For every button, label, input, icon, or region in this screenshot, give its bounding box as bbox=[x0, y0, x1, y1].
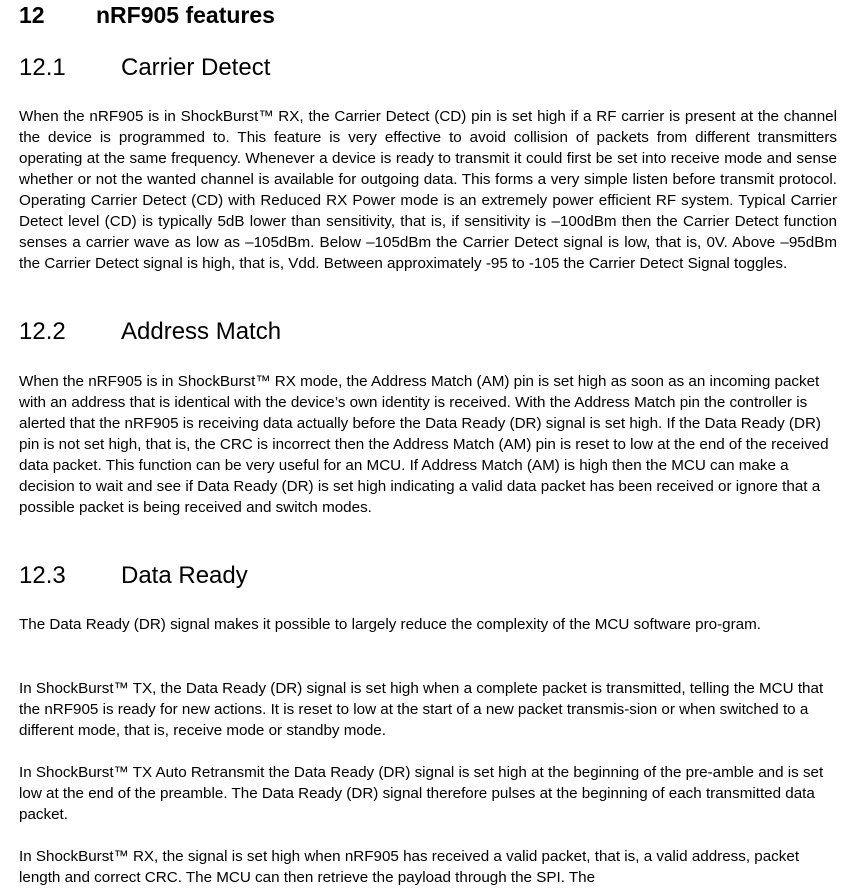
paragraph-data-ready-intro: The Data Ready (DR) signal makes it possible to largely reduce the complexity of the MCU software pro-gram. bbox=[19, 616, 761, 633]
chapter-heading bbox=[19, 1, 275, 29]
chapter-title: nRF905 features bbox=[96, 2, 275, 28]
section-title: Address Match bbox=[121, 318, 282, 345]
section-number: 12.1 bbox=[19, 54, 66, 81]
section-number: 12.3 bbox=[19, 562, 66, 589]
section-heading-address-match bbox=[19, 318, 281, 346]
paragraph-carrier-detect: When the nRF905 is in ShockBurst™ RX, the Carrier Detect (CD) pin is set high if a RF carrier is present at the channel the device is programmed to. This feature is very effective to avoid collision of packets from different transmitters operating at the same frequency. Whenever a device is ready to transmit it could first be set into receive mode and sense whether or not the wanted channel is available for outgoing data. This forms a very simple listen before transmit protocol. Operating Carrier Detect (CD) with Reduced RX Power mode is an extremely power efficient RF system. Typical Carrier Detect level (CD) is typically 5dB lower than sensitivity, that is, if sensitivity is –100dBm then the Carrier Detect function senses a carrier wave as low as –105dBm. Below –105dBm the Carrier Detect signal is low, that is, 0V. Above –95dBm the Carrier Detect signal is high, that is, Vdd. Between approximately -95 to -105 the Carrier Detect Signal toggles. bbox=[19, 108, 837, 272]
section-title: Data Ready bbox=[121, 562, 248, 589]
section-title: Carrier Detect bbox=[121, 54, 271, 81]
section-number: 12.2 bbox=[19, 318, 66, 345]
paragraph-data-ready-auto-retransmit: In ShockBurst™ TX Auto Retransmit the Data Ready (DR) signal is set high at the beginning of the pre-amble and is set low at the end of the preamble. The Data Ready (DR) signal therefore pulses at the beginning of each transmitted data packet. bbox=[19, 764, 824, 823]
paragraph-data-ready-tx: In ShockBurst™ TX, the Data Ready (DR) signal is set high when a complete packet is transmitted, telling the MCU that the nRF905 is ready for new actions. It is reset to low at the start of a new packet transmis-sion or when switched to a different mode, that is, receive mode or standby mode. bbox=[19, 680, 824, 739]
chapter-number: 12 bbox=[19, 2, 45, 28]
paragraph-data-ready-rx: In ShockBurst™ RX, the signal is set high when nRF905 has received a valid packet, that is, a valid address, packet length and correct CRC. The MCU can then retrieve the payload through the SPI. The bbox=[19, 848, 800, 886]
section-heading-carrier-detect bbox=[19, 54, 270, 82]
paragraph-address-match: When the nRF905 is in ShockBurst™ RX mode, the Address Match (AM) pin is set high as soon as an incoming packet with an address that is identical with the device’s own identity is received. With the Address Match pin the controller is alerted that the nRF905 is receiving data actually before the Data Ready (DR) signal is set high. If the Data Ready (DR) pin is not set high, that is, the CRC is incorrect then the Address Match (AM) pin is reset to low at the end of the received data packet. This function can be very useful for an MCU. If Address Match (AM) is high then the MCU can make a decision to wait and see if Data Ready (DR) is set high indicating a valid data packet has been received or ignore that a possible packet is being received and switch modes. bbox=[19, 373, 829, 516]
section-heading-data-ready bbox=[19, 562, 248, 590]
